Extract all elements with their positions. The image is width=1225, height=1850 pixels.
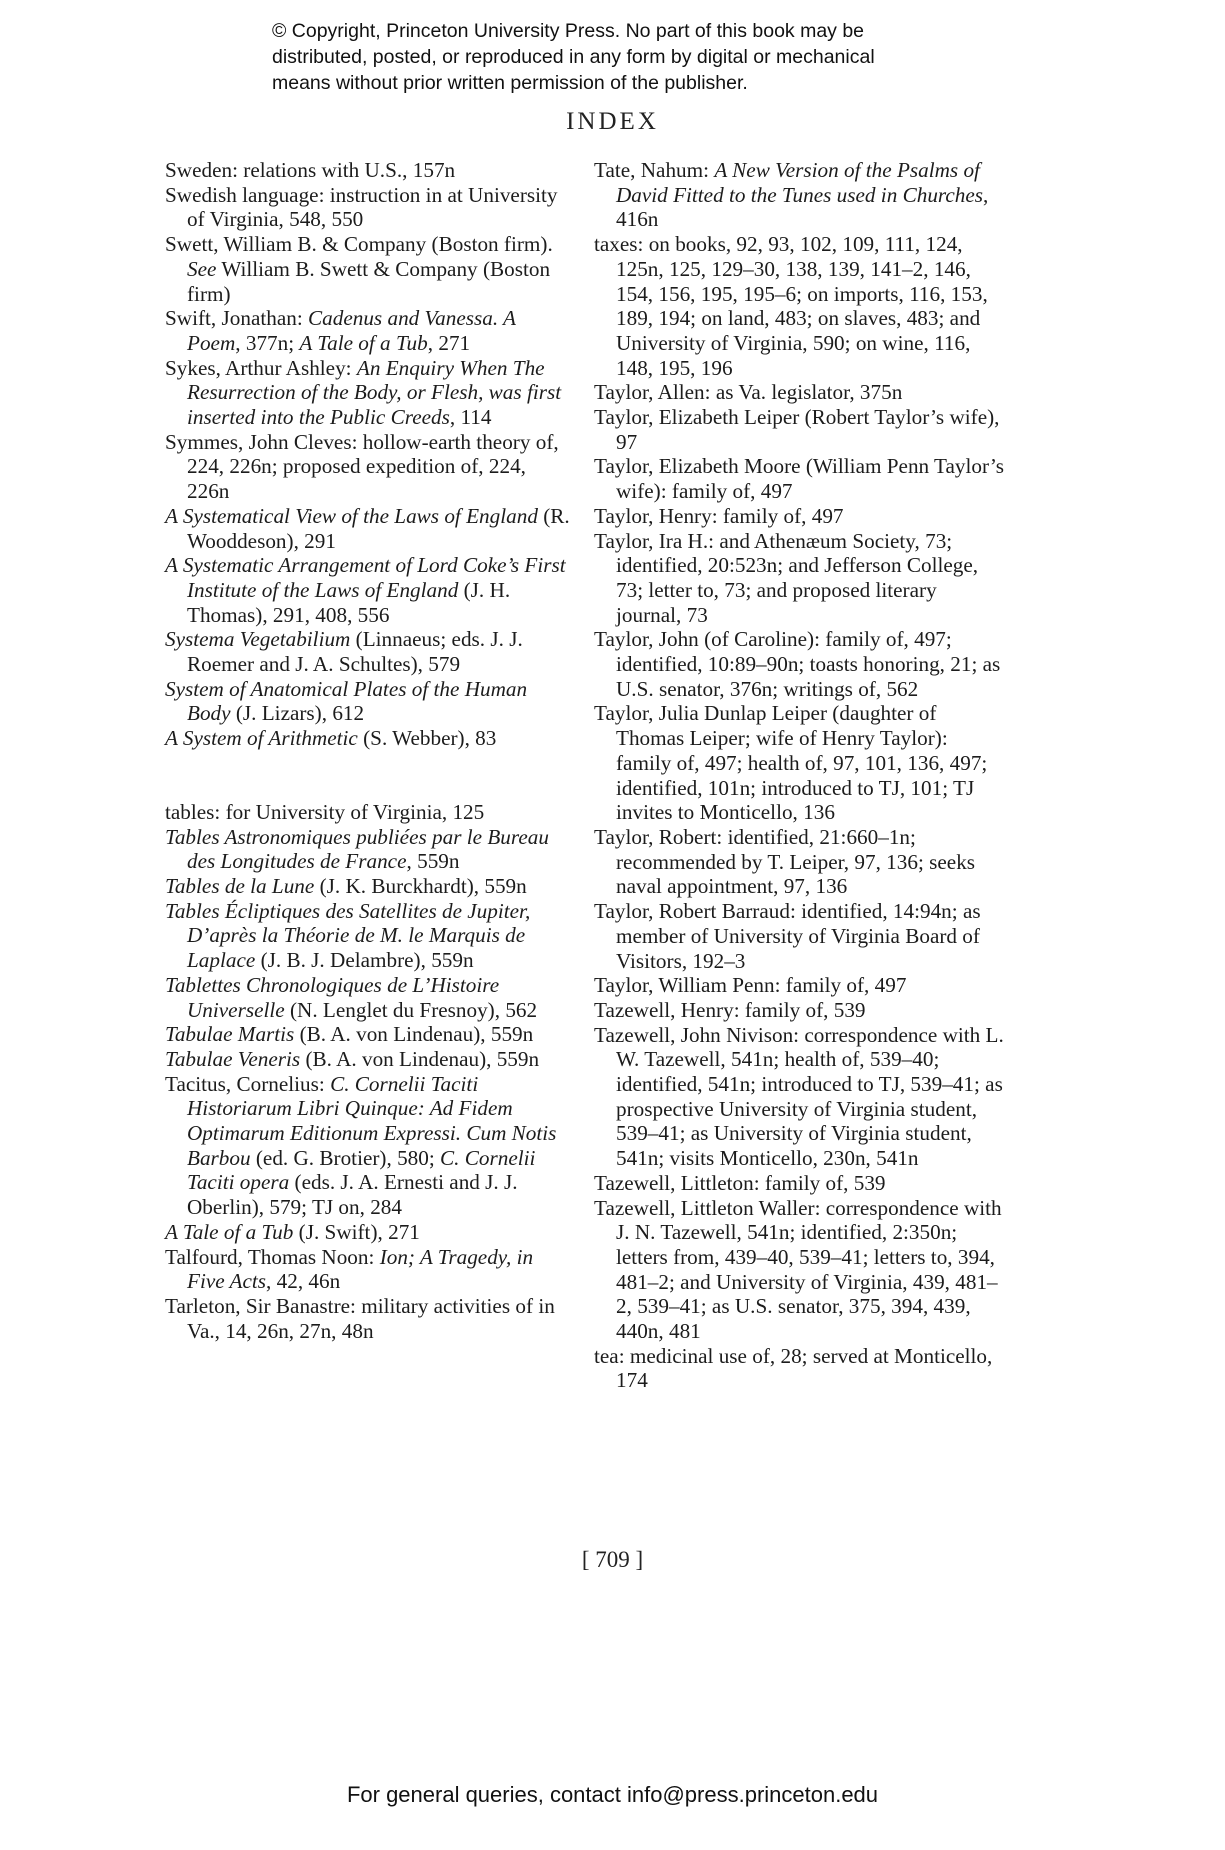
index-entry [594, 825, 1006, 899]
index-entry-title: A Systematic Arrangement of Lord Coke’s First Institute of the Laws of England [165, 553, 566, 602]
index-entry-text: William B. Swett & Company (Boston firm) [187, 256, 551, 306]
index-entry-text: (J. Lizars), 612 [230, 701, 365, 726]
index-entry-text: , 271 [427, 330, 471, 355]
index-entry [165, 800, 570, 825]
index-entry-text: , 559n [406, 849, 460, 874]
index-entry [594, 1023, 1006, 1171]
index-entry-text: (R. Wooddeson), 291 [187, 503, 570, 553]
index-entry-text: Tazewell, Littleton Waller: correspondence with J. N. Tazewell, 541n; identified, 2:350n; letters from, 439–40, 539–41; letters to, 394, 481–2; and University of Virginia, 439, 481–2, 539–41; as U.S. senator, 375, 394, 439, 440n, 481 [594, 1195, 1002, 1344]
index-entry [165, 1047, 570, 1072]
index-entry-text: Taylor, Ira H.: and Athenæum Society, 73; identified, 20:523n; and Jefferson College, 73; letter to, 73; and proposed literary journal, 73 [594, 528, 979, 627]
index-entry-text: taxes: on books, 92, 93, 102, 109, 111, 124, 125n, 125, 129–30, 138, 139, 141–2, 146, 154, 156, 195, 195–6; on imports, 116, 153, 189, 194; on land, 483; on slaves, 483; and University of Virginia, 590; on wine, 116, 148, 195, 196 [594, 232, 988, 380]
index-entry [165, 874, 570, 899]
index-entry [165, 1220, 570, 1245]
index-entry-text: (Linnaeus; eds. J. J. Roemer and J. A. Schultes), 579 [187, 627, 523, 677]
index-entry-title: Tabulae Martis [165, 1022, 295, 1047]
index-entry [165, 356, 570, 430]
index-entry-text: Taylor, Elizabeth Leiper (Robert Taylor’s wife), 97 [594, 405, 1000, 454]
index-entry-title: Tablettes Chronologiques de L’Histoire Universelle [165, 972, 500, 1022]
index-entry-title: Tables Astronomiques publiées par le Bureau des Longitudes de France [165, 824, 549, 874]
index-entry-title: A Systematical View of the Laws of England [165, 503, 538, 528]
index-entry [165, 899, 570, 973]
index-entry [594, 899, 1006, 973]
index-entry-title: System of Anatomical Plates of the Human Body [165, 676, 528, 726]
index-entry [165, 825, 570, 874]
index-entry [594, 380, 1006, 405]
index-column-right [594, 158, 1006, 1393]
index-entry-text: Taylor, Julia Dunlap Leiper (daughter of Thomas Leiper; wife of Henry Taylor): family of, 497; health of, 97, 101, 136, 497; identified, 101n; introduced to TJ, 101; TJ invites to Monticello, 136 [594, 701, 988, 825]
index-entry [165, 1022, 570, 1047]
index-entry-text: Tazewell, Henry: family of, 539 [594, 997, 866, 1022]
index-entry-text: (J. H. Thomas), 291, 408, 556 [187, 577, 511, 627]
index-entry-text: Symmes, John Cleves: hollow-earth theory of, 224, 226n; proposed expedition of, 224, 226n [165, 429, 559, 504]
index-entry [165, 1294, 570, 1343]
index-entry [165, 504, 570, 553]
index-entry-text: (B. A. von Lindenau), 559n [294, 1022, 534, 1047]
index-entry-text: Taylor, Henry: family of, 497 [594, 503, 844, 528]
index-entry-text: (J. Swift), 271 [293, 1219, 420, 1244]
index-entry-text: Taylor, Allen: as Va. legislator, 375n [594, 380, 903, 405]
index-entry-text: Tate, Nahum: [594, 158, 715, 182]
index-entry [594, 1196, 1006, 1344]
index-entry [594, 158, 1006, 232]
index-entry-text: Taylor, Robert Barraud: identified, 14:94n; as member of University of Virginia Board of Visitors, 192–3 [594, 899, 981, 973]
index-entry-text: Talfourd, Thomas Noon: [165, 1244, 380, 1269]
copyright-line: distributed, posted, or reproduced in any form by digital or mechanical [272, 46, 875, 68]
index-entry [165, 973, 570, 1022]
index-entry-text: Swedish language: instruction in at University of Virginia, 548, 550 [165, 182, 558, 232]
index-entry-text: Taylor, William Penn: family of, 497 [594, 973, 907, 998]
index-entry-title: C. Cornelii Taciti opera [187, 1145, 536, 1195]
index-entry-title: Tabulae Veneris [165, 1046, 301, 1071]
index-entry-text: Swift, Jonathan: [165, 306, 309, 331]
index-entry-title: Systema Vegetabilium [165, 627, 351, 652]
index-entry-text: Tarleton, Sir Banastre: military activities of in Va., 14, 26n, 27n, 48n [165, 1293, 555, 1343]
page-title: INDEX [566, 108, 659, 135]
index-entry-text: , 377n; [235, 330, 300, 355]
index-entry [165, 677, 570, 726]
index-entry [165, 553, 570, 627]
index-entry-text: (J. B. J. Delambre), 559n [255, 948, 474, 973]
index-entry-text: tea: medicinal use of, 28; served at Monticello, 174 [594, 1343, 993, 1393]
index-entry [165, 183, 570, 232]
index-entry-text: (N. Lenglet du Fresnoy), 562 [284, 997, 538, 1022]
index-entry-title: Tables Écliptiques des Satellites de Jupiter, D’après la Théorie de M. le Marquis de Laplace [165, 898, 531, 973]
index-entry-text: Taylor, Robert: identified, 21:660–1n; recommended by T. Leiper, 97, 136; seeks naval appointment, 97, 136 [594, 824, 976, 899]
index-entry [165, 158, 570, 183]
index-entry [594, 627, 1006, 701]
copyright-line: © Copyright, Princeton University Press. No part of this book may be [272, 20, 865, 42]
index-entry-text: Sykes, Arthur Ashley: [165, 355, 357, 380]
index-entry-text: , 114 [449, 405, 492, 430]
index-entry-text: (eds. J. A. Ernesti and J. J. Oberlin), 579; TJ on, 284 [187, 1170, 518, 1220]
index-entry-text: Tazewell, John Nivison: correspondence with L. W. Tazewell, 541n; health of, 539–40; identified, 541n; introduced to TJ, 539–41; as prospective University of Virginia student, 539–41; as University of Virginia student, 541n; visits Monticello, 230n, 541n [594, 1022, 1004, 1171]
index-entry [165, 306, 570, 355]
index-entry-title: Ion; A Tragedy, in Five Acts [187, 1244, 534, 1294]
index-entry-text: Sweden: relations with U.S., 157n [165, 158, 456, 182]
footer-contact: For general queries, contact info@press.princeton.edu [346, 1782, 879, 1807]
index-entry-text: , 416n [616, 182, 989, 232]
index-entry-title: C. Cornelii Taciti Historiarum Libri Quinque: Ad Fidem Optimarum Editionum Expressi. Cum Notis Barbou [187, 1071, 557, 1170]
index-entry [165, 726, 570, 751]
index-entry-text: Taylor, Elizabeth Moore (William Penn Taylor’s wife): family of, 497 [594, 454, 1004, 504]
index-entry-title: A Tale of a Tub [299, 330, 428, 355]
index-entry [594, 454, 1006, 503]
index-entry-text: (J. K. Burckhardt), 559n [314, 873, 527, 898]
index-entry [594, 1171, 1006, 1196]
index-entry-title: See [187, 256, 217, 281]
index-entry [165, 1245, 570, 1294]
index-entry-title: A System of Arithmetic [165, 726, 358, 751]
index-entry-text: tables: for University of Virginia, 125 [165, 799, 485, 824]
index-entry [594, 1344, 1006, 1393]
index-entry [594, 973, 1006, 998]
index-entry-text: , 42, 46n [266, 1269, 341, 1294]
index-entry-title: A New Version of the Psalms of David Fitted to the Tunes used in Churches [616, 158, 984, 207]
index-entry [594, 529, 1006, 628]
index-entry-text: (B. A. von Lindenau), 559n [300, 1046, 540, 1071]
index-entry [594, 701, 1006, 825]
index-entry-title: A Tale of a Tub [165, 1219, 294, 1244]
index-entry-title: Cadenus and Vanessa. A Poem [187, 306, 516, 355]
index-entry [165, 232, 570, 306]
index-entry [165, 430, 570, 504]
index-entry-text: Swett, William B. & Company (Boston firm). [165, 232, 553, 257]
index-column-left [165, 158, 570, 1343]
index-entry [165, 627, 570, 676]
index-entry-text: Taylor, John (of Caroline): family of, 497; identified, 10:89–90n; toasts honoring, 21; as U.S. senator, 376n; writings of, 562 [594, 627, 1001, 701]
index-entry [594, 998, 1006, 1023]
index-entry-title: Tables de la Lune [165, 873, 315, 898]
copyright-line: means without prior written permission of the publisher. [272, 72, 748, 94]
index-entry [594, 504, 1006, 529]
index-entry [594, 405, 1006, 454]
index-entry-text: (S. Webber), 83 [357, 726, 497, 751]
copyright-notice [272, 18, 992, 96]
index-entry-text: Tacitus, Cornelius: [165, 1071, 331, 1096]
index-entry [165, 1072, 570, 1220]
index-entry-text: Tazewell, Littleton: family of, 539 [594, 1170, 886, 1195]
index-entry-title: An Enquiry When The Resurrection of the Body, or Flesh, was first inserted into the Public Creeds [187, 355, 562, 430]
page-number: [ 709 ] [581, 1547, 644, 1572]
index-entry-text: (ed. G. Brotier), 580; [250, 1145, 441, 1170]
index-entry [594, 232, 1006, 380]
